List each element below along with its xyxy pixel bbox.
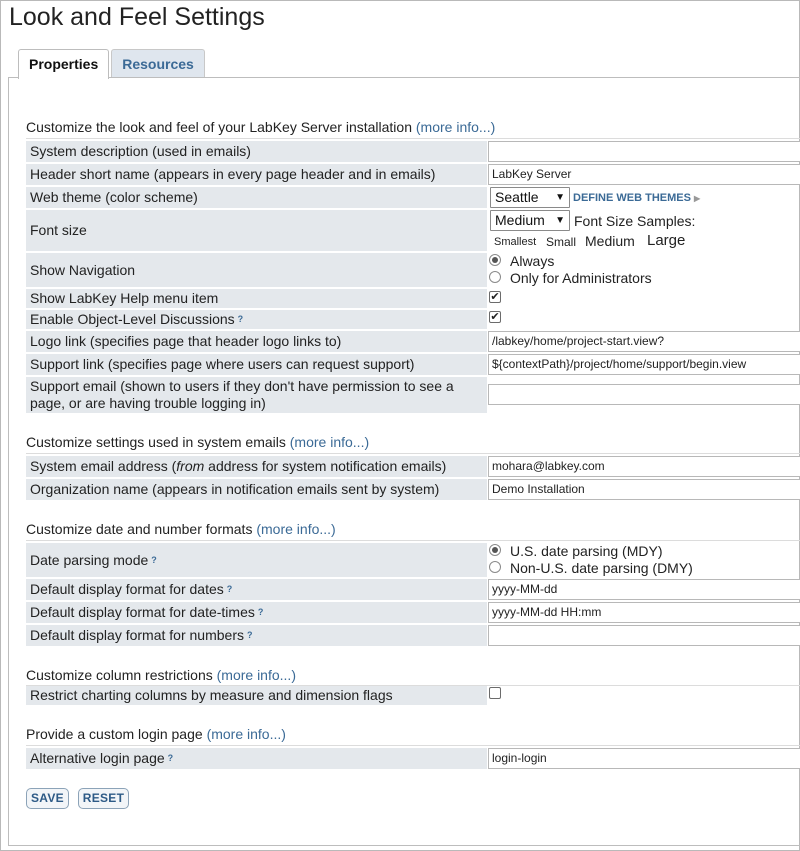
support-link-input[interactable]: ${contextPath}/project/home/support/begin.view — [488, 354, 800, 375]
tab-properties[interactable]: Properties — [18, 49, 109, 79]
more-info-link[interactable]: (more info...) — [216, 667, 296, 683]
section-title-formats — [26, 521, 336, 537]
chevron-down-icon: ▼ — [555, 192, 565, 203]
date-format-input[interactable]: yyyy-MM-dd — [488, 579, 800, 600]
label-logo-link: Logo link (specifies page that header logo links to) — [26, 331, 487, 352]
label-number-format-text: Default display format for numbers — [30, 627, 244, 643]
help-icon[interactable]: ? — [151, 554, 157, 565]
font-size-samples-label: Font Size Samples: — [574, 213, 696, 229]
label-alt-login-text: Alternative login page — [30, 750, 165, 766]
radio-label-date-non-us: Non-U.S. date parsing (DMY) — [510, 560, 693, 576]
more-info-link[interactable]: (more info...) — [415, 119, 496, 135]
logo-link-input[interactable]: /labkey/home/project-start.view? — [488, 331, 800, 352]
label-datetime-format — [26, 602, 487, 623]
help-icon[interactable]: ? — [257, 607, 264, 617]
more-info-link[interactable]: (more info...) — [206, 726, 286, 742]
help-icon[interactable]: ? — [167, 753, 174, 763]
label-org-name: Organization name (appears in notification emails sent by system) — [26, 479, 487, 500]
font-sample-large: Large — [647, 232, 686, 249]
section-title-columns — [26, 667, 296, 683]
section-title-login — [26, 726, 286, 742]
web-theme-value: Seattle — [495, 189, 539, 205]
more-info-link[interactable]: (more info...) — [289, 434, 370, 450]
system-description-input[interactable] — [488, 141, 800, 162]
radio-nav-always[interactable] — [489, 254, 501, 266]
checkbox-show-help-menu[interactable]: ✔ — [490, 291, 500, 303]
label-datetime-format-text: Default display format for date-times — [30, 604, 255, 620]
label-web-theme: Web theme (color scheme) — [26, 187, 487, 208]
define-web-themes-link[interactable] — [573, 192, 700, 204]
label-system-email — [26, 456, 487, 477]
support-email-input[interactable] — [488, 384, 800, 405]
section-title-text: Customize settings used in system emails — [26, 434, 286, 450]
checkbox-restrict-charting[interactable] — [489, 687, 501, 699]
label-date-format — [26, 579, 487, 600]
help-icon[interactable]: ? — [246, 630, 253, 640]
font-size-value: Medium — [495, 212, 545, 228]
label-date-parsing-text: Date parsing mode — [30, 551, 149, 568]
section-title-email — [26, 434, 369, 450]
label-header-short-name: Header short name (appears in every page header and in emails) — [26, 164, 487, 185]
label-system-email-pre: System email address ( — [30, 458, 177, 474]
font-sample-small: Small — [546, 235, 577, 249]
radio-date-us[interactable] — [489, 544, 501, 556]
tab-resources[interactable]: Resources — [111, 49, 205, 78]
section-title-text: Provide a custom login page — [26, 726, 203, 742]
radio-label-nav-always: Always — [510, 253, 555, 269]
font-sample-smallest: Smallest — [494, 236, 537, 248]
radio-label-nav-admins: Only for Administrators — [510, 270, 652, 286]
datetime-format-input[interactable]: yyyy-MM-dd HH:mm — [488, 602, 800, 623]
label-show-navigation: Show Navigation — [26, 253, 487, 287]
section-title-look-feel — [26, 119, 495, 135]
section-title-text: Customize the look and feel of your LabKey Server installation — [26, 119, 412, 135]
more-info-link[interactable]: (more info...) — [256, 521, 336, 537]
label-show-help-menu: Show LabKey Help menu item — [26, 289, 487, 308]
section-divider — [26, 540, 800, 541]
save-button[interactable]: SAVE — [26, 788, 69, 809]
section-divider — [26, 745, 800, 746]
chevron-down-icon: ▼ — [555, 215, 565, 226]
number-format-input[interactable] — [488, 625, 800, 646]
font-size-select[interactable] — [490, 210, 570, 231]
label-support-link: Support link (specifies page where users can request support) — [26, 354, 487, 375]
triangle-right-icon: ▶ — [693, 194, 701, 203]
radio-label-date-us: U.S. date parsing (MDY) — [510, 543, 663, 559]
label-alt-login — [26, 748, 487, 769]
section-title-text: Customize date and number formats — [26, 521, 253, 537]
section-divider — [26, 453, 800, 454]
label-date-parsing — [26, 543, 487, 577]
label-number-format — [26, 625, 487, 646]
label-date-format-text: Default display format for dates — [30, 581, 224, 597]
reset-button[interactable]: RESET — [78, 788, 129, 809]
label-object-discussions-text: Enable Object-Level Discussions — [30, 311, 235, 327]
section-title-text: Customize column restrictions — [26, 667, 213, 683]
radio-date-non-us[interactable] — [489, 561, 501, 573]
label-system-description: System description (used in emails) — [26, 141, 487, 162]
label-restrict-charting: Restrict charting columns by measure and dimension flags — [26, 686, 487, 705]
alt-login-input[interactable]: login-login — [488, 748, 800, 769]
header-short-name-input[interactable]: LabKey Server — [488, 164, 800, 185]
help-icon[interactable]: ? — [237, 314, 244, 324]
label-system-email-em: from — [176, 458, 205, 474]
page-title: Look and Feel Settings — [9, 3, 265, 31]
checkbox-object-discussions[interactable]: ✔ — [490, 311, 500, 323]
define-web-themes-label: DEFINE WEB THEMES — [573, 192, 691, 204]
label-system-email-post: address for system notification emails) — [204, 458, 447, 474]
label-object-discussions — [26, 310, 487, 329]
label-support-email: Support email (shown to users if they don't have permission to see a page, or are having trouble logging in) — [26, 377, 487, 413]
font-sample-medium: Medium — [585, 233, 635, 249]
org-name-input[interactable]: Demo Installation — [488, 479, 800, 500]
label-font-size: Font size — [26, 210, 487, 251]
tab-bar — [18, 49, 207, 78]
section-divider — [26, 138, 800, 139]
web-theme-select[interactable] — [490, 187, 570, 208]
help-icon[interactable]: ? — [226, 584, 233, 594]
system-email-input[interactable]: mohara@labkey.com — [488, 456, 800, 477]
radio-nav-admins[interactable] — [489, 271, 501, 283]
